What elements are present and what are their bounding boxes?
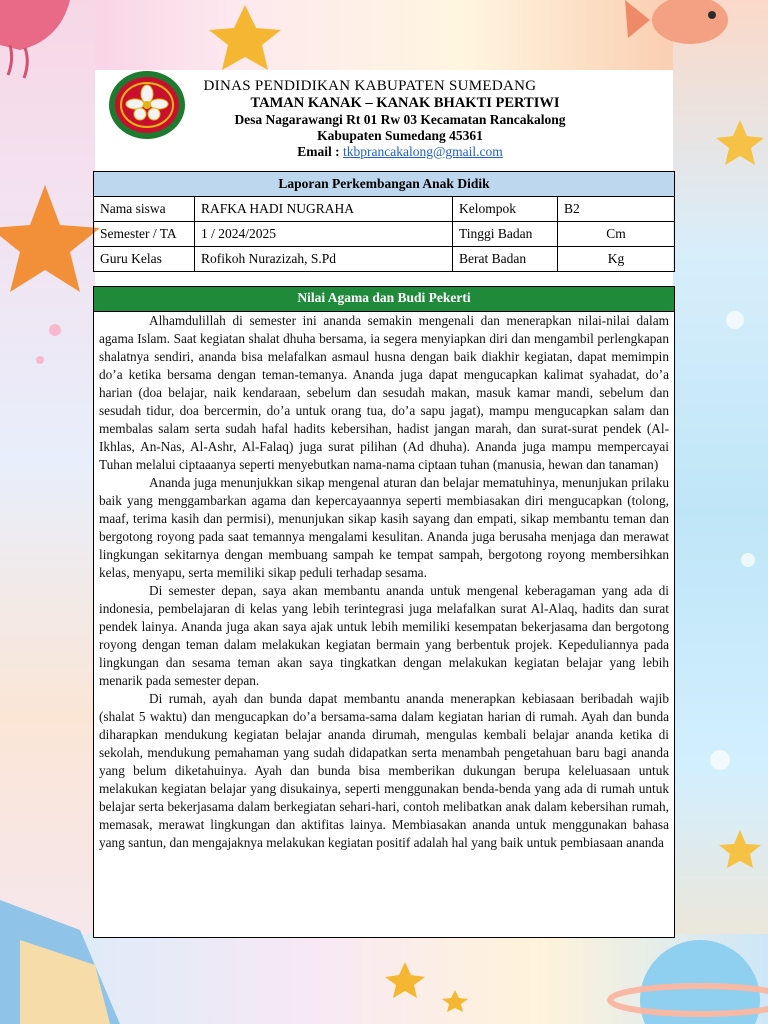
star-icon xyxy=(209,5,281,70)
value-teacher: Rofikoh Nurazizah, S.Pd xyxy=(195,247,453,272)
star-icon xyxy=(385,962,425,998)
value-group: B2 xyxy=(558,197,675,222)
bubble-icon xyxy=(36,356,44,364)
label-weight: Berat Badan xyxy=(453,247,558,272)
paragraph: Di rumah, ayah dan bunda dapat membantu ananda menerapkan kebiasaan beribadah wajib (shalat 5 waktu) dan mengucapkan do’a bersama-sama dalam kegiatan harian di rumah. Ayah dan bunda diharapkan mendukung kegiatan belajar ananda dirumah, mengulas kembali belajar ananda ketika di sekolah, mendukung pemahaman yang sudah didapatkan serta menambah pengetahuan baru bagi ananda yang belum diketahuinya. Ayah dan bunda bisa memberikan dukungan berupa keleluasaan untuk melakukan kegiatan belajar yang disukainya, seperti menggunakan benda-benda yang ada di rumah untuk belajar serta bekerjasama dalam berkegiatan sehari-hari, contoh melibatkan anak dalam kebersihan rumah, memasak, merawat lingkungan dan aktifitas lainya. Membiasakan ananda untuk menggunakan bahasa yang santun, dan mengajaknya melakukan kegiatan positif adalah hal yang baik untuk pembiasaan ananda xyxy=(99,691,669,850)
school-regency: Kabupaten Sumedang 45361 xyxy=(317,128,483,143)
label-teacher: Guru Kelas xyxy=(94,247,195,272)
jellyfish-icon xyxy=(0,0,70,78)
agency-name: DINAS PENDIDIKAN KABUPATEN SUMEDANG xyxy=(203,78,537,94)
table-row xyxy=(94,222,675,247)
star-icon xyxy=(0,185,100,292)
value-semester: 1 / 2024/2025 xyxy=(195,222,453,247)
label-semester: Semester / TA xyxy=(94,222,195,247)
bubble-icon xyxy=(49,324,61,336)
paragraph: Ananda juga menunjukkan sikap mengenal aturan dan belajar mematuhinya, menunjukan prilaku baik yang menggambarkan agama dan kepercayaannya seperti membiasakan diri mengucapkan (tolong, maaf, terima kasih dan permisi), menunjukan sikap kasih sayang dan empati, sikap membantu teman dan bergotong royong pada saat temannya mengalami kesulitan. Ananda juga berusaha menjaga dan merawat lingkungan sekitarnya dengan membuang sampah ke tempat sampah, bergotong royong membersihkan kelas, menyapu, serta memiliki sikap peduli terhadap sesama. xyxy=(99,475,669,580)
label-height: Tinggi Badan xyxy=(453,222,558,247)
paragraph: Alhamdulillah di semester ini ananda semakin mengenali dan menerapkan nilai-nilai dalam agama Islam. Saat kegiatan shalat dhuha bersama, ia segera menyiapkan diri dan mengambil perlengkapan shalatnya sendiri, ananda bisa melafalkan asmaul husna dengan baik diakhir kegiatan, dapat memimpin do’a ketika bersama dengan teman-temanya. Ananda juga dapat mengucapkan kalimat syahadat, do’a harian (doa belajar, naik kendaraan, sebelum dan sesudah makan, masuk kamar mandi, sebelum dan sesudah tidur, doa bercermin, do’a untuk orang tua, do’a sapu jagat), mampu mengucapkan salam dan membalas salam serta sudah hafal hadits kebersihan, hadist jangan marah, dan surat-surat pendek (Al-Ikhlas, An-Nas, Al-Ashr, Al-Falaq) juga surat pilihan (Ad dhuha). Ananda juga mampu mempercayai Tuhan melalui ciptaaanya seperti menyebutkan nama-nama ciptaan tuhan (manusia, hewan dan tanaman) xyxy=(99,313,669,472)
email-link[interactable]: tkbprancakalong@gmail.com xyxy=(342,144,503,159)
section-box xyxy=(93,286,675,938)
email-label: Email : xyxy=(297,144,343,159)
star-icon xyxy=(442,990,468,1012)
star-icon xyxy=(719,830,761,868)
bubble-icon xyxy=(726,311,744,329)
report-title: Laporan Perkembangan Anak Didik xyxy=(94,172,675,197)
bubble-icon xyxy=(741,553,755,567)
bubble-icon xyxy=(710,750,730,770)
school-name: TAMAN KANAK – KANAK BHAKTI PERTIWI xyxy=(250,95,560,111)
school-address: Desa Nagarawangi Rt 01 Rw 03 Kecamatan Rancakalong xyxy=(234,112,566,127)
label-group: Kelompok xyxy=(453,197,558,222)
planet-icon xyxy=(610,940,768,1024)
student-info-table xyxy=(93,171,675,272)
star-icon xyxy=(716,120,764,165)
fish-icon xyxy=(625,0,728,44)
school-email-line xyxy=(110,144,690,160)
table-row xyxy=(94,247,675,272)
paragraph: Di semester depan, saya akan membantu ananda untuk mengenal keberagaman yang ada di indonesia, pembelajaran di kelas yang lebih terintegrasi juga melafalkan surat Al-Alaq, hadits dan surat pendek lainya. Ananda juga akan saya ajak untuk lebih memiliki kesempatan bekerjasama dan bergotong royong dengan teman dalam melakukan kegiatan bermain yang berbentuk projek. Kepeduliannya pada lingkungan dan sesama teman akan saya tingkatkan dengan melakukan kegiatan belajar yang lebih menarik pada semester depan. xyxy=(99,583,669,688)
section-body xyxy=(94,312,674,937)
section-title: Nilai Agama dan Budi Pekerti xyxy=(94,287,674,312)
label-student-name: Nama siswa xyxy=(94,197,195,222)
value-student-name: RAFKA HADI NUGRAHA xyxy=(195,197,453,222)
table-row xyxy=(94,197,675,222)
value-height: Cm xyxy=(558,222,675,247)
letterhead xyxy=(90,78,690,160)
value-weight: Kg xyxy=(558,247,675,272)
